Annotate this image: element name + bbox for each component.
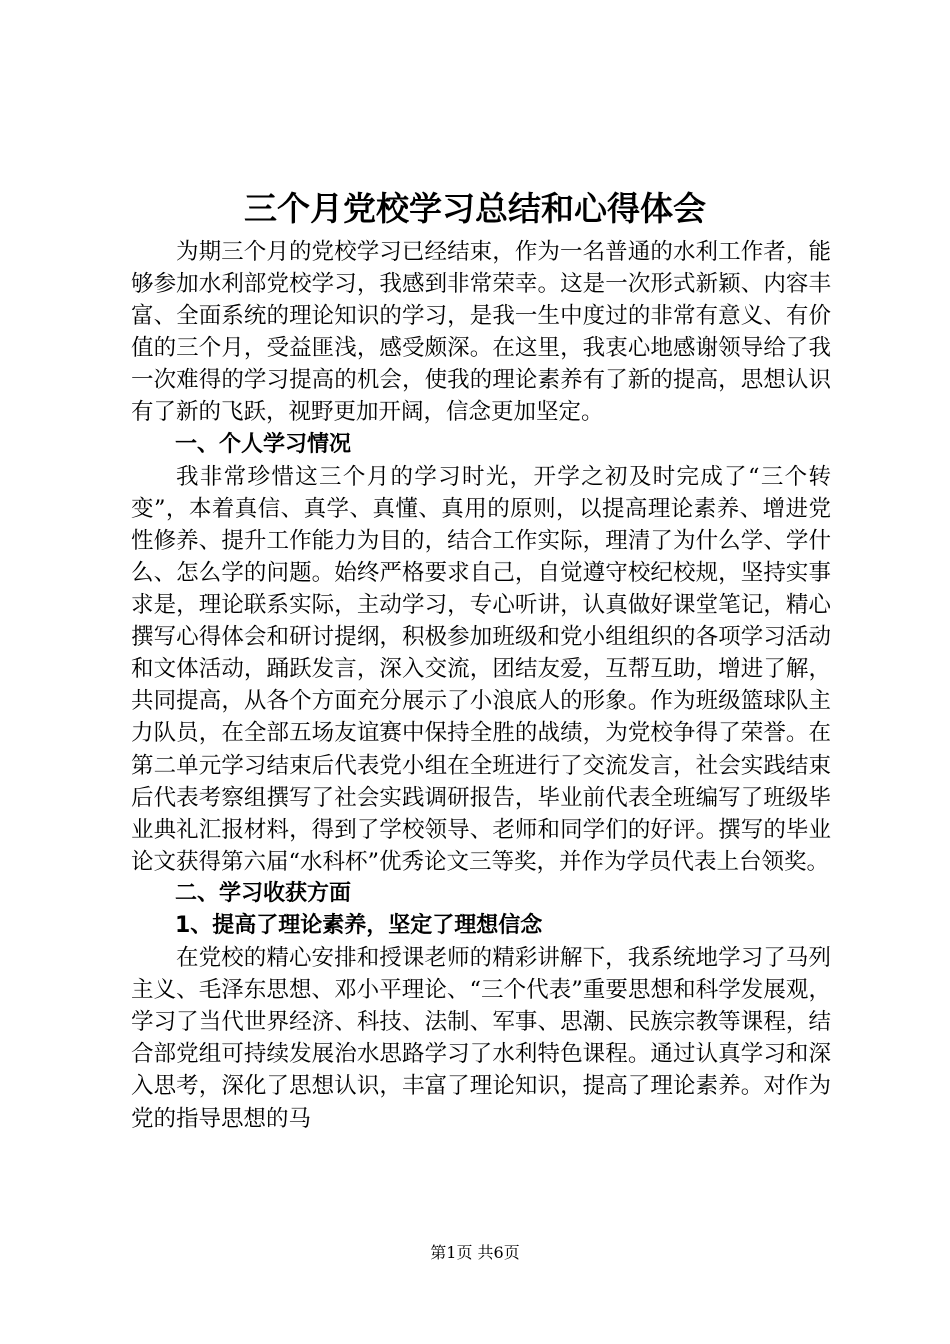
personal-study-paragraph: 我非常珍惜这三个月的学习时光，开学之初及时完成了“三个转变”，本着真信、真学、真懂、真用的原则，以提高理论素养、增进党性修养、提升工作能力为目的，结合工作实际，理清了为什么学、学什么、怎么学的问题。始终严格要求自己，自觉遵守校纪校规，坚持实事求是，理论联系实际，主动学习，专心听讲，认真做好课堂笔记，精心撰写心得体会和研讨提纲，积极参加班级和党小组组织的各项学习活动和文体活动，踊跃发言，深入交流，团结友爱，互帮互助，增进了解，共同提高，从各个方面充分展示了小浪底人的形象。作为班级篮球队主力队员，在全部五场友谊赛中保持全胜的战绩，为党校争得了荣誉。在第二单元学习结束后代表党小组在全班进行了交流发言，社会实践结束后代表考察组撰写了社会实践调研报告，毕业前代表全班编写了班级毕业典礼汇报材料，得到了学校领导、老师和同学们的好评。撰写的毕业论文获得第六届“水科杯”优秀论文三等奖，并作为学员代表上台领奖。: [131, 463, 831, 875]
section-heading-study-gains: 二、学习收获方面: [175, 880, 352, 906]
document-body: [131, 236, 831, 1135]
theory-paragraph: 在党校的精心安排和授课老师的精彩讲解下，我系统地学习了马列主义、毛泽东思想、邓小平理论、“三个代表”重要思想和科学发展观，学习了当代世界经济、科技、法制、军事、思潮、民族宗教等课程，结合部党组可持续发展治水思路学习了水利特色课程。通过认真学习和深入思考，深化了思想认识，丰富了理论知识，提高了理论素养。对作为党的指导思想的马: [131, 945, 831, 1132]
document-title: 三个月党校学习总结和心得体会: [244, 189, 706, 228]
intro-paragraph: 为期三个月的党校学习已经结束，作为一名普通的水利工作者，能够参加水利部党校学习，我感到非常荣幸。这是一次形式新颖、内容丰富、全面系统的理论知识的学习，是我一生中度过的非常有意义、有价值的三个月，受益匪浅，感受颇深。在这里，我衷心地感谢领导给了我一次难得的学习提高的机会，使我的理论素养有了新的提高，思想认识有了新的飞跃，视野更加开阔，信念更加坚定。: [131, 239, 831, 426]
section-heading-personal-study: 一、个人学习情况: [175, 431, 352, 457]
page-footer: 第1页 共6页: [430, 1243, 520, 1262]
subsection-heading-theory: 1、提高了理论素养，坚定了理想信念: [175, 912, 543, 938]
